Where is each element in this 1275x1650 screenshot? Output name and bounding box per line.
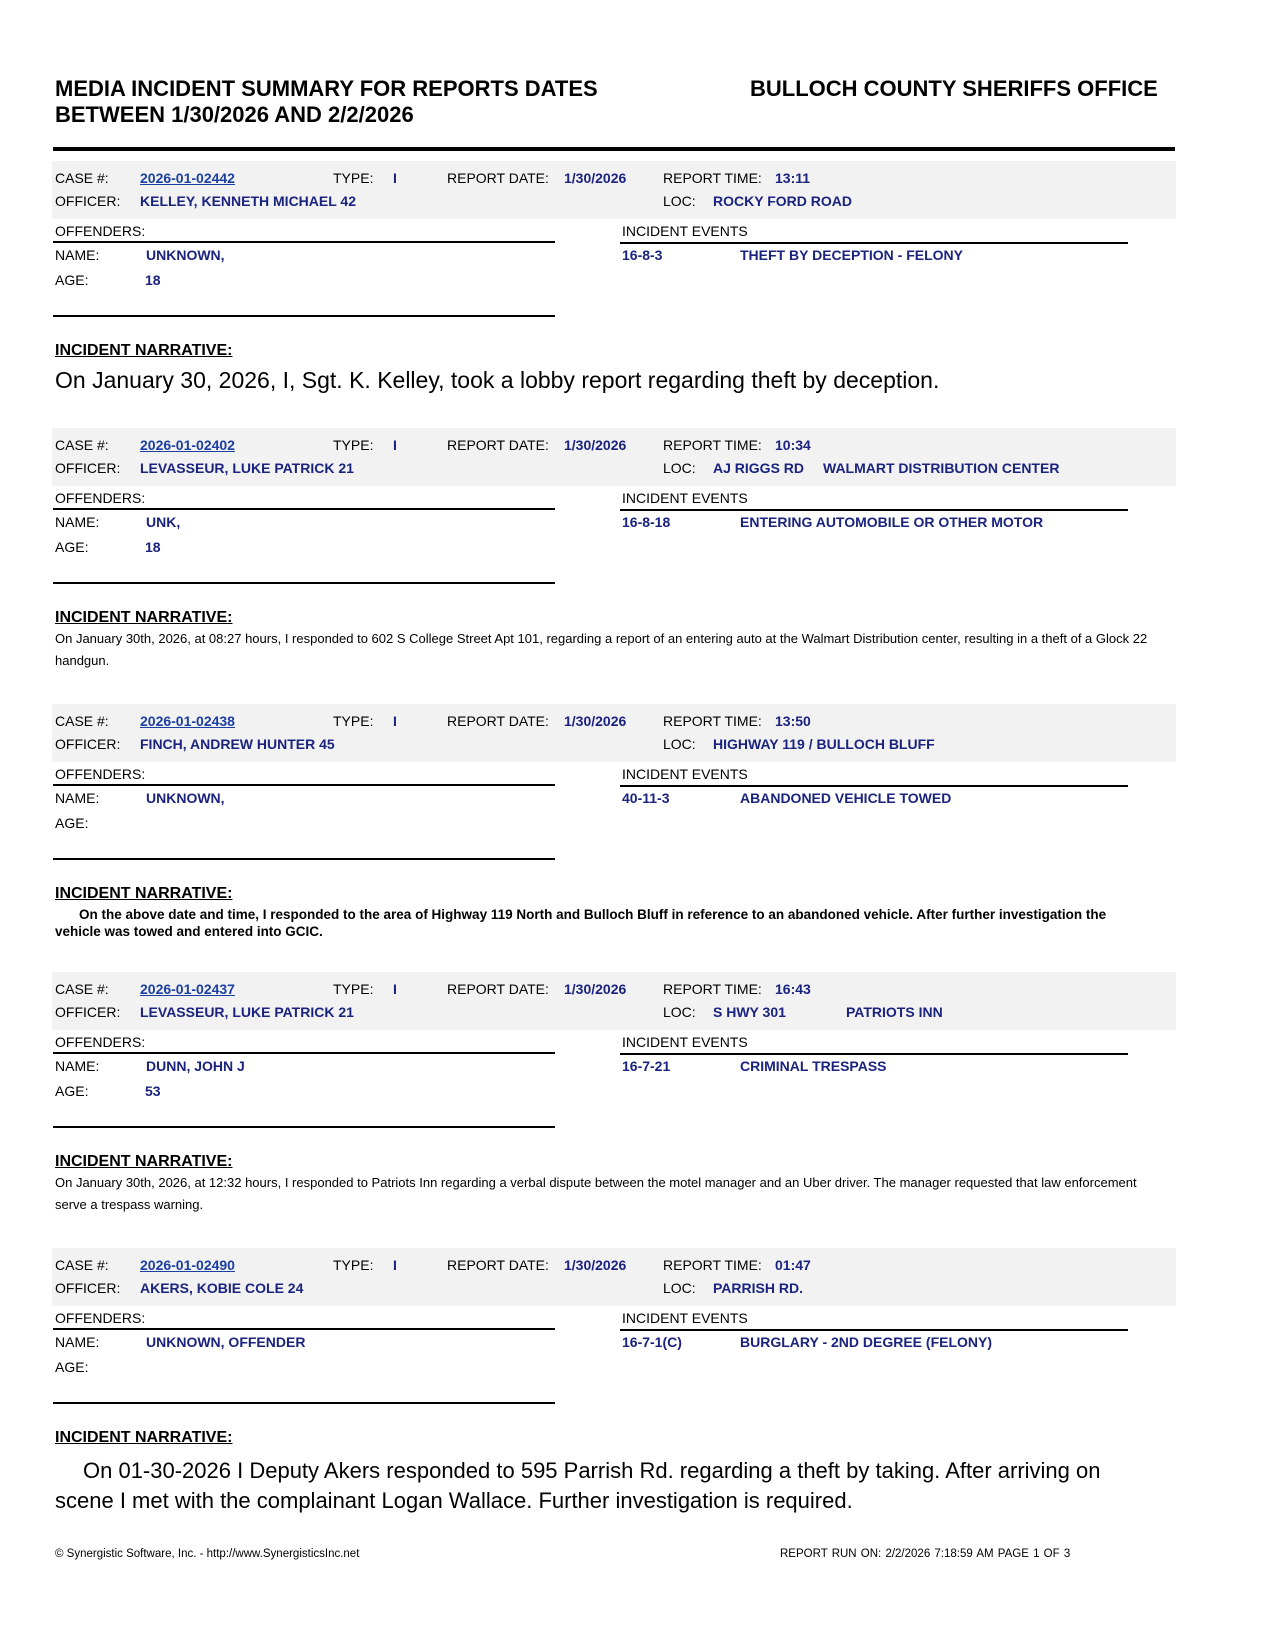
type-value: I: [393, 713, 397, 729]
loc-label: LOC:: [663, 736, 696, 752]
offender-name-value: UNKNOWN,: [146, 790, 225, 806]
incident-events-label: INCIDENT EVENTS: [622, 223, 748, 239]
event-code-value: 40-11-3: [622, 790, 670, 806]
offenders-label: OFFENDERS:: [55, 1310, 146, 1326]
type-label: TYPE:: [333, 713, 374, 729]
report-date-label: REPORT DATE:: [447, 170, 549, 186]
offenders-label: OFFENDERS:: [55, 223, 146, 239]
footer-run-info: REPORT RUN ON: 2/2/2026 7:18:59 AM PAGE 1 OF 3: [780, 1548, 1071, 1560]
officer-value: AKERS, KOBIE COLE 24: [140, 1280, 304, 1296]
narrative-heading: INCIDENT NARRATIVE:: [55, 885, 233, 902]
offenders-label: OFFENDERS:: [55, 490, 146, 506]
event-code-value: 16-8-18: [622, 514, 671, 530]
incident-events-label: INCIDENT EVENTS: [622, 490, 748, 506]
case-label: CASE #:: [55, 981, 109, 997]
name-label: NAME:: [55, 1334, 100, 1350]
report-time-value: 10:34: [775, 437, 811, 453]
type-value: I: [393, 170, 397, 186]
incident-events-label: INCIDENT EVENTS: [622, 1310, 748, 1326]
report-date-value: 1/30/2026: [564, 437, 627, 453]
narrative-heading: INCIDENT NARRATIVE:: [55, 609, 233, 626]
offender-name-value: UNK,: [146, 514, 181, 530]
offenders-rule: [53, 1052, 555, 1054]
report-date-label: REPORT DATE:: [447, 437, 549, 453]
event-description-value: BURGLARY - 2ND DEGREE (FELONY): [740, 1334, 993, 1350]
case-label: CASE #:: [55, 437, 109, 453]
incident-events-label: INCIDENT EVENTS: [622, 766, 748, 782]
name-label: NAME:: [55, 790, 100, 806]
officer-label: OFFICER:: [55, 1004, 121, 1020]
report-time-value: 16:43: [775, 981, 811, 997]
report-date-label: REPORT DATE:: [447, 981, 549, 997]
loc-label: LOC:: [663, 1280, 696, 1296]
case-label: CASE #:: [55, 713, 109, 729]
events-rule: [620, 785, 1128, 787]
loc-value: ROCKY FORD ROAD: [713, 193, 852, 209]
narrative-heading: INCIDENT NARRATIVE:: [55, 1153, 233, 1170]
offenders-bottom-rule: [53, 858, 555, 860]
loc-label: LOC:: [663, 1004, 696, 1020]
report-date-value: 1/30/2026: [564, 170, 627, 186]
loc-label: LOC:: [663, 460, 696, 476]
report-time-value: 13:11: [775, 170, 811, 186]
case-label: CASE #:: [55, 170, 109, 186]
report-time-label: REPORT TIME:: [663, 170, 762, 186]
loc-value: AJ RIGGS RD: [713, 460, 805, 476]
offenders-rule: [53, 508, 555, 510]
event-description-value: CRIMINAL TRESPASS: [740, 1058, 887, 1074]
loc-value: HIGHWAY 119 / BULLOCH BLUFF: [713, 736, 935, 752]
report-date-value: 1/30/2026: [564, 1257, 627, 1273]
officer-label: OFFICER:: [55, 736, 121, 752]
loc-value: S HWY 301: [713, 1004, 786, 1020]
header-divider: [53, 147, 1175, 151]
case-number-link[interactable]: 2026-01-02437: [140, 981, 235, 997]
officer-label: OFFICER:: [55, 1280, 121, 1296]
event-code-value: 16-7-1(C): [622, 1334, 682, 1350]
loc-detail-value: WALMART DISTRIBUTION CENTER: [823, 460, 1060, 476]
report-title: [55, 76, 695, 128]
officer-value: LEVASSEUR, LUKE PATRICK 21: [140, 1004, 354, 1020]
offenders-label: OFFENDERS:: [55, 766, 146, 782]
report-time-label: REPORT TIME:: [663, 437, 762, 453]
officer-value: LEVASSEUR, LUKE PATRICK 21: [140, 460, 354, 476]
event-description-value: THEFT BY DECEPTION - FELONY: [740, 247, 963, 263]
events-rule: [620, 509, 1128, 511]
narrative-text: On January 30, 2026, I, Sgt. K. Kelley, took a lobby report regarding theft by deception.: [55, 367, 940, 393]
agency-name: BULLOCH COUNTY SHERIFFS OFFICE: [750, 76, 1158, 101]
type-label: TYPE:: [333, 170, 374, 186]
report-title-line2: BETWEEN 1/30/2026 AND 2/2/2026: [55, 102, 414, 127]
officer-value: KELLEY, KENNETH MICHAEL 42: [140, 193, 356, 209]
type-value: I: [393, 981, 397, 997]
event-description-value: ABANDONED VEHICLE TOWED: [740, 790, 952, 806]
age-label: AGE:: [55, 539, 89, 555]
offender-name-value: UNKNOWN, OFFENDER: [146, 1334, 306, 1350]
case-number-link[interactable]: 2026-01-02442: [140, 170, 235, 186]
narrative-text: On the above date and time, I responded to the area of Highway 119 North and Bulloch Bluff in reference to an abandoned vehicle. After further investigation the vehicle was towed and entered into GCIC.: [55, 907, 1107, 939]
footer-copyright: © Synergistic Software, Inc. - http://www.SynergisticsInc.net: [55, 1548, 360, 1560]
report-time-value: 01:47: [775, 1257, 811, 1273]
narrative-text: On 01-30-2026 I Deputy Akers responded to 595 Parrish Rd. regarding a theft by taking. After arriving on scene I met with the complainant Logan Wallace. Further investigation is required.: [55, 1458, 1101, 1513]
offenders-rule: [53, 241, 555, 243]
narrative-heading: INCIDENT NARRATIVE:: [55, 342, 233, 359]
report-date-value: 1/30/2026: [564, 981, 627, 997]
age-label: AGE:: [55, 1359, 89, 1375]
case-label: CASE #:: [55, 1257, 109, 1273]
case-number-link[interactable]: 2026-01-02438: [140, 713, 235, 729]
loc-label: LOC:: [663, 193, 696, 209]
type-value: I: [393, 437, 397, 453]
name-label: NAME:: [55, 514, 100, 530]
report-time-value: 13:50: [775, 713, 811, 729]
report-date-label: REPORT DATE:: [447, 713, 549, 729]
offenders-bottom-rule: [53, 1126, 555, 1128]
name-label: NAME:: [55, 1058, 100, 1074]
type-label: TYPE:: [333, 437, 374, 453]
incident-events-label: INCIDENT EVENTS: [622, 1034, 748, 1050]
events-rule: [620, 1329, 1128, 1331]
age-label: AGE:: [55, 815, 89, 831]
offenders-bottom-rule: [53, 1402, 555, 1404]
name-label: NAME:: [55, 247, 100, 263]
event-code-value: 16-7-21: [622, 1058, 671, 1074]
type-label: TYPE:: [333, 1257, 374, 1273]
event-code-value: 16-8-3: [622, 247, 663, 263]
event-description-value: ENTERING AUTOMOBILE OR OTHER MOTOR: [740, 514, 1044, 530]
loc-detail-value: PATRIOTS INN: [846, 1004, 943, 1020]
narrative-text: On January 30th, 2026, at 08:27 hours, I responded to 602 S College Street Apt 101, regarding a report of an entering auto at the Walmart Distribution center, resulting in a theft of a Glock 22 handgun.: [55, 631, 1148, 668]
case-number-link[interactable]: 2026-01-02402: [140, 437, 235, 453]
report-date-value: 1/30/2026: [564, 713, 627, 729]
narrative-text: On January 30th, 2026, at 12:32 hours, I responded to Patriots Inn regarding a verbal dispute between the motel manager and an Uber driver. The manager requested that law enforcement serve a trespass warning.: [55, 1175, 1137, 1212]
offenders-rule: [53, 1328, 555, 1330]
offenders-bottom-rule: [53, 582, 555, 584]
offender-name-value: UNKNOWN,: [146, 247, 225, 263]
type-value: I: [393, 1257, 397, 1273]
narrative-heading: INCIDENT NARRATIVE:: [55, 1429, 233, 1446]
report-title-line1: MEDIA INCIDENT SUMMARY FOR REPORTS DATES: [55, 76, 598, 101]
offender-age-value: 18: [145, 272, 161, 288]
offenders-rule: [53, 784, 555, 786]
offender-name-value: DUNN, JOHN J: [146, 1058, 245, 1074]
events-rule: [620, 242, 1128, 244]
offenders-bottom-rule: [53, 315, 555, 317]
offender-age-value: 18: [145, 539, 161, 555]
age-label: AGE:: [55, 1083, 89, 1099]
type-label: TYPE:: [333, 981, 374, 997]
report-date-label: REPORT DATE:: [447, 1257, 549, 1273]
officer-value: FINCH, ANDREW HUNTER 45: [140, 736, 335, 752]
officer-label: OFFICER:: [55, 193, 121, 209]
case-number-link[interactable]: 2026-01-02490: [140, 1257, 235, 1273]
events-rule: [620, 1053, 1128, 1055]
offenders-label: OFFENDERS:: [55, 1034, 146, 1050]
offender-age-value: 53: [145, 1083, 161, 1099]
report-time-label: REPORT TIME:: [663, 713, 762, 729]
officer-label: OFFICER:: [55, 460, 121, 476]
report-time-label: REPORT TIME:: [663, 981, 762, 997]
loc-value: PARRISH RD.: [713, 1280, 803, 1296]
age-label: AGE:: [55, 272, 89, 288]
report-time-label: REPORT TIME:: [663, 1257, 762, 1273]
